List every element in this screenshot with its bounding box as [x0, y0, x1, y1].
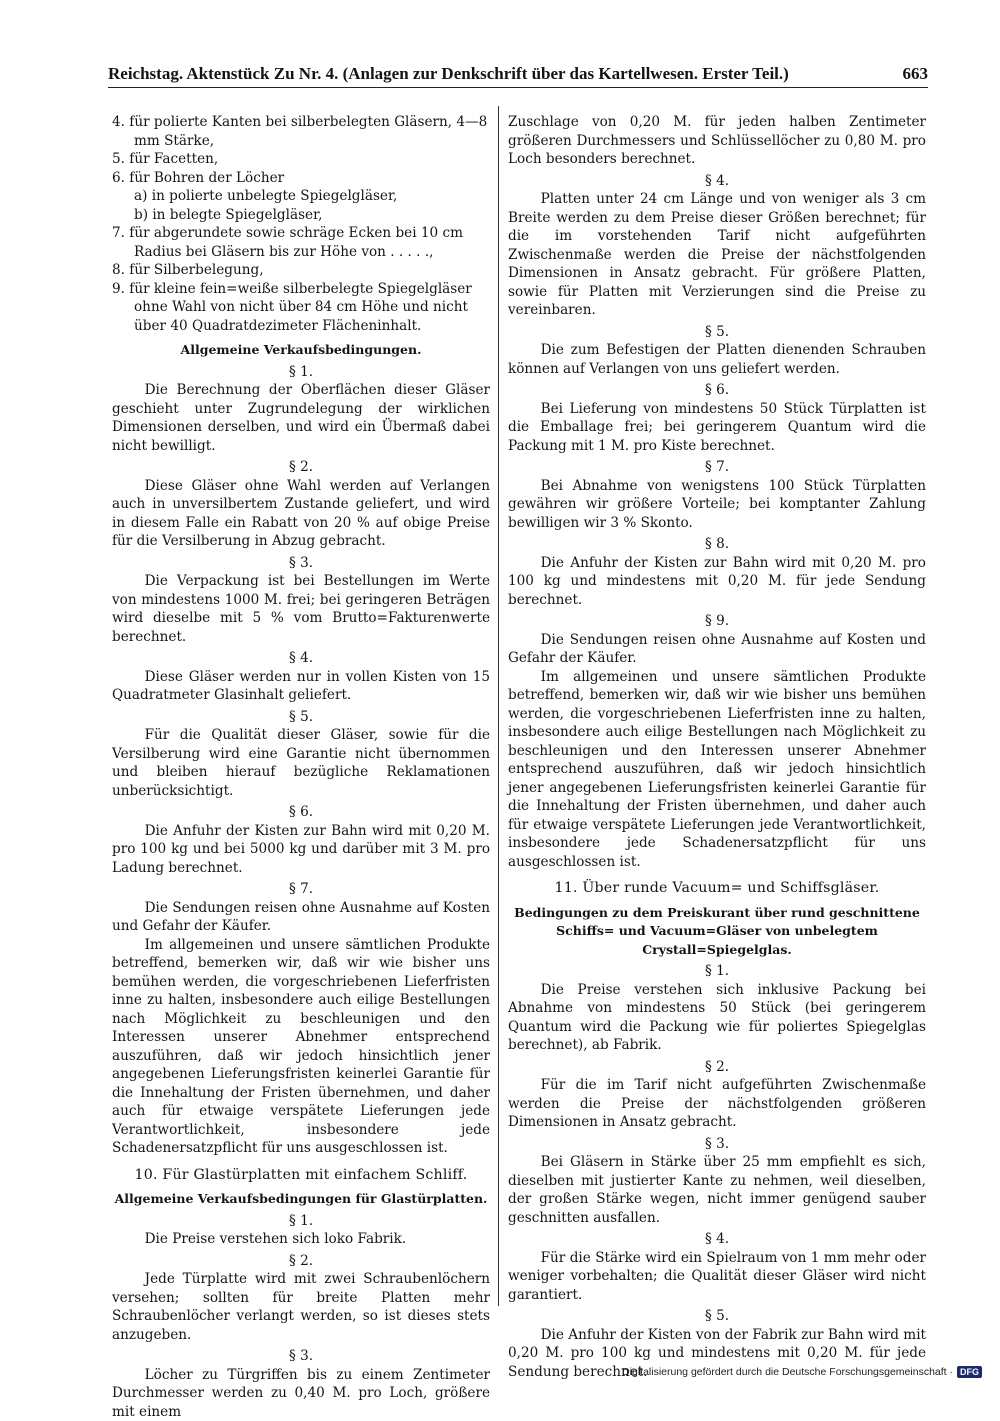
paragraph-text: Jede Türplatte wird mit zwei Schraubenlöchern versehen; sollten für breite Platten mehr Schraubenlöcher verlangt werden, so ist dieses stets anzugeben.	[112, 1270, 490, 1344]
dfg-logo: DFG	[957, 1366, 982, 1378]
paragraph-text: Die zum Befestigen der Platten dienenden Schrauben können auf Verlangen von uns geliefert werden.	[508, 341, 926, 378]
paragraph-text: Im allgemeinen und unsere sämtlichen Produkte betreffend, bemerken wir, daß wir wie bisher uns bemühen werden, die vorgeschriebenen Lieferfristen inne zu halten, insbesondere auch eilige Bestellungen nach Möglichkeit zu beschleunigen und den Interessen unserer Abnehmer entsprechend auszuführen, daß wir jedoch hinsichtlich jener angegebenen Lieferungsfristen keinerlei Garantie für die Innehaltung der Fristen übernehmen, und daher auch für etwaige verspätete Lieferungen jede Verantwortlichkeit, insbesondere jede Schadenersatzpflicht für uns ausgeschlossen ist.	[112, 936, 490, 1158]
section-heading: Allgemeine Verkaufsbedingungen für Glastürplatten.	[112, 1190, 490, 1209]
list-item: 5. für Facetten,	[112, 150, 490, 169]
sub-list-item: b) in belegte Spiegelgläser,	[112, 206, 490, 225]
paragraph-number: § 9.	[508, 612, 926, 631]
paragraph-text: Bei Gläsern in Stärke über 25 mm empfiehlt es sich, dieselben mit justierter Kante zu nehmen, weil dieselben, der großen Stärke wegen, nicht immer genügend sauber geschnitten ausfallen.	[508, 1153, 926, 1227]
paragraph-text: Im allgemeinen und unsere sämtlichen Produkte betreffend, bemerken wir, daß wir wie bisher uns bemühen werden, die vorgeschriebenen Lieferfristen inne zu halten, insbesondere auch eilige Bestellungen nach Möglichkeit zu beschleunigen und den Interessen unserer Abnehmer entsprechend auszuführen, daß wir jedoch hinsichtlich jener angegebenen Lieferungsfristen keinerlei Garantie für die Innehaltung der Fristen übernehmen, und daher auch für etwaige verspätete Lieferungen jede Verantwortlichkeit, insbesondere jede Schadenersatzpflicht für uns ausgeschlossen ist.	[508, 668, 926, 872]
paragraph-number: § 1.	[112, 1212, 490, 1231]
paragraph-text: Die Berechnung der Oberflächen dieser Gläser geschieht unter Zugrundelegung der wirklichen Dimensionen derselben, und wird ein Übermaß dabei nicht bewilligt.	[112, 381, 490, 455]
list-item: 4. für polierte Kanten bei silberbelegten Gläsern, 4—8 mm Stärke,	[112, 113, 490, 150]
paragraph-number: § 2.	[112, 1252, 490, 1271]
list-item: 7. für abgerundete sowie schräge Ecken bei 10 cm Radius bei Gläsern bis zur Höhe von . . . . .,	[112, 224, 490, 261]
paragraph-text: Die Preise verstehen sich loko Fabrik.	[112, 1230, 490, 1249]
chapter-heading: 10. Für Glastürplatten mit einfachem Schliff.	[112, 1166, 490, 1185]
paragraph-number: § 7.	[112, 880, 490, 899]
paragraph-text: Die Sendungen reisen ohne Ausnahme auf Kosten und Gefahr der Käufer.	[508, 631, 926, 668]
right-column	[508, 113, 926, 1303]
paragraph-number: § 1.	[508, 962, 926, 981]
section-heading: Bedingungen zu dem Preiskurant über rund geschnittene Schiffs= und Vacuum=Gläser von unbelegtem Crystall=Spiegelglas.	[508, 904, 926, 960]
paragraph-text: Die Sendungen reisen ohne Ausnahme auf Kosten und Gefahr der Käufer.	[112, 899, 490, 936]
paragraph-number: § 2.	[112, 458, 490, 477]
paragraph-number: § 3.	[112, 1347, 490, 1366]
paragraph-number: § 6.	[112, 803, 490, 822]
paragraph-text: Diese Gläser ohne Wahl werden auf Verlangen auch in unversilbertem Zustande geliefert, und wird in diesem Falle ein Rabatt von 20 % auf obige Preise für die Versilberung in Abzug gebracht.	[112, 477, 490, 551]
paragraph-text: Platten unter 24 cm Länge und von weniger als 3 cm Breite werden zu dem Preise dieser Größen berechnet; für die im vorstehenden Tarif nicht aufgeführten Zwischenmaße werden die Preise der nächstfolgenden Dimensionen in Ansatz gebracht. Für größere Platten, sowie für Platten mit Verzierungen sind die Preise zu vereinbaren.	[508, 190, 926, 320]
paragraph-text: Diese Gläser werden nur in vollen Kisten von 15 Quadratmeter Glasinhalt geliefert.	[112, 668, 490, 705]
paragraph-text: Für die Stärke wird ein Spielraum von 1 mm mehr oder weniger vorbehalten; die Qualität dieser Gläser wird nicht garantiert.	[508, 1249, 926, 1305]
list-item: 9. für kleine fein=weiße silberbelegte Spiegelgläser ohne Wahl von nicht über 84 cm Höhe und nicht über 40 Quadratdezimeter Flächeninhalt.	[112, 280, 490, 336]
paragraph-number: § 1.	[112, 363, 490, 382]
paragraph-number: § 4.	[112, 649, 490, 668]
paragraph-text: Die Anfuhr der Kisten zur Bahn wird mit 0,20 M. pro 100 kg und mindestens mit 0,20 M. für jede Sendung berechnet.	[508, 554, 926, 610]
running-title: Reichstag. Aktenstück Zu Nr. 4. (Anlagen zur Denkschrift über das Kartellwesen. Erster Teil.)	[108, 64, 789, 84]
sub-list-item: a) in polierte unbelegte Spiegelgläser,	[112, 187, 490, 206]
paragraph-text: Für die im Tarif nicht aufgeführten Zwischenmaße werden die Preise der nächstfolgenden größeren Dimensionen in Ansatz gebracht.	[508, 1076, 926, 1132]
paragraph-number: § 4.	[508, 172, 926, 191]
paragraph-number: § 5.	[508, 323, 926, 342]
column-divider	[498, 106, 499, 1306]
paragraph-number: § 7.	[508, 458, 926, 477]
paragraph-number: § 3.	[508, 1135, 926, 1154]
page-header	[108, 60, 928, 88]
paragraph-text: Die Anfuhr der Kisten von der Fabrik zur Bahn wird mit 0,20 M. pro 100 kg und mindestens mit 0,20 M. für jede Sendung berechnet.	[508, 1326, 926, 1382]
paragraph-text: Bei Lieferung von mindestens 50 Stück Türplatten ist die Emballage frei; bei geringerem Quantum wird die Packung mit 1 M. pro Kiste berechnet.	[508, 400, 926, 456]
paragraph-text: Zuschlage von 0,20 M. für jeden halben Zentimeter größeren Durchmessers und Schlüssellöcher zu 0,80 M. pro Loch besonders berechnet.	[508, 113, 926, 169]
paragraph-number: § 5.	[508, 1307, 926, 1326]
paragraph-text: Die Verpackung ist bei Bestellungen im Werte von mindestens 1000 M. frei; bei geringeren Beträgen wird dieselbe mit 5 % vom Brutto=Fakturenwerte berechnet.	[112, 572, 490, 646]
paragraph-text: Für die Qualität dieser Gläser, sowie für die Versilberung wird eine Garantie nicht übernommen und bleiben hierauf bezügliche Reklamationen unberücksichtigt.	[112, 726, 490, 800]
credit-text: Digitalisierung gefördert durch die Deutsche Forschungsgemeinschaft ·	[622, 1366, 953, 1378]
paragraph-number: § 2.	[508, 1058, 926, 1077]
list-item: 8. für Silberbelegung,	[112, 261, 490, 280]
left-column	[112, 113, 490, 1303]
paragraph-text: Die Preise verstehen sich inklusive Packung bei Abnahme von mindestens 50 Stück (bei geringerem Quantum wird die Packung wie für poliertes Spiegelglas berechnet), ab Fabrik.	[508, 981, 926, 1055]
chapter-heading: 11. Über runde Vacuum= und Schiffsgläser.	[508, 879, 926, 898]
section-heading: Allgemeine Verkaufsbedingungen.	[112, 341, 490, 360]
list-item: 6. für Bohren der Löcher	[112, 169, 490, 188]
digitization-credit	[622, 1366, 982, 1378]
paragraph-text: Löcher zu Türgriffen bis zu einem Zentimeter Durchmesser werden zu 0,40 M. pro Loch, größere mit einem	[112, 1366, 490, 1421]
paragraph-text: Die Anfuhr der Kisten zur Bahn wird mit 0,20 M. pro 100 kg und bei 5000 kg und darüber mit 3 M. pro Ladung berechnet.	[112, 822, 490, 878]
page-number: 663	[903, 64, 929, 84]
paragraph-number: § 4.	[508, 1230, 926, 1249]
paragraph-number: § 3.	[112, 554, 490, 573]
paragraph-text: Bei Abnahme von wenigstens 100 Stück Türplatten gewähren wir größere Vorteile; bei komptanter Zahlung bewilligen wir 3 % Skonto.	[508, 477, 926, 533]
paragraph-number: § 8.	[508, 535, 926, 554]
paragraph-number: § 5.	[112, 708, 490, 727]
paragraph-number: § 6.	[508, 381, 926, 400]
